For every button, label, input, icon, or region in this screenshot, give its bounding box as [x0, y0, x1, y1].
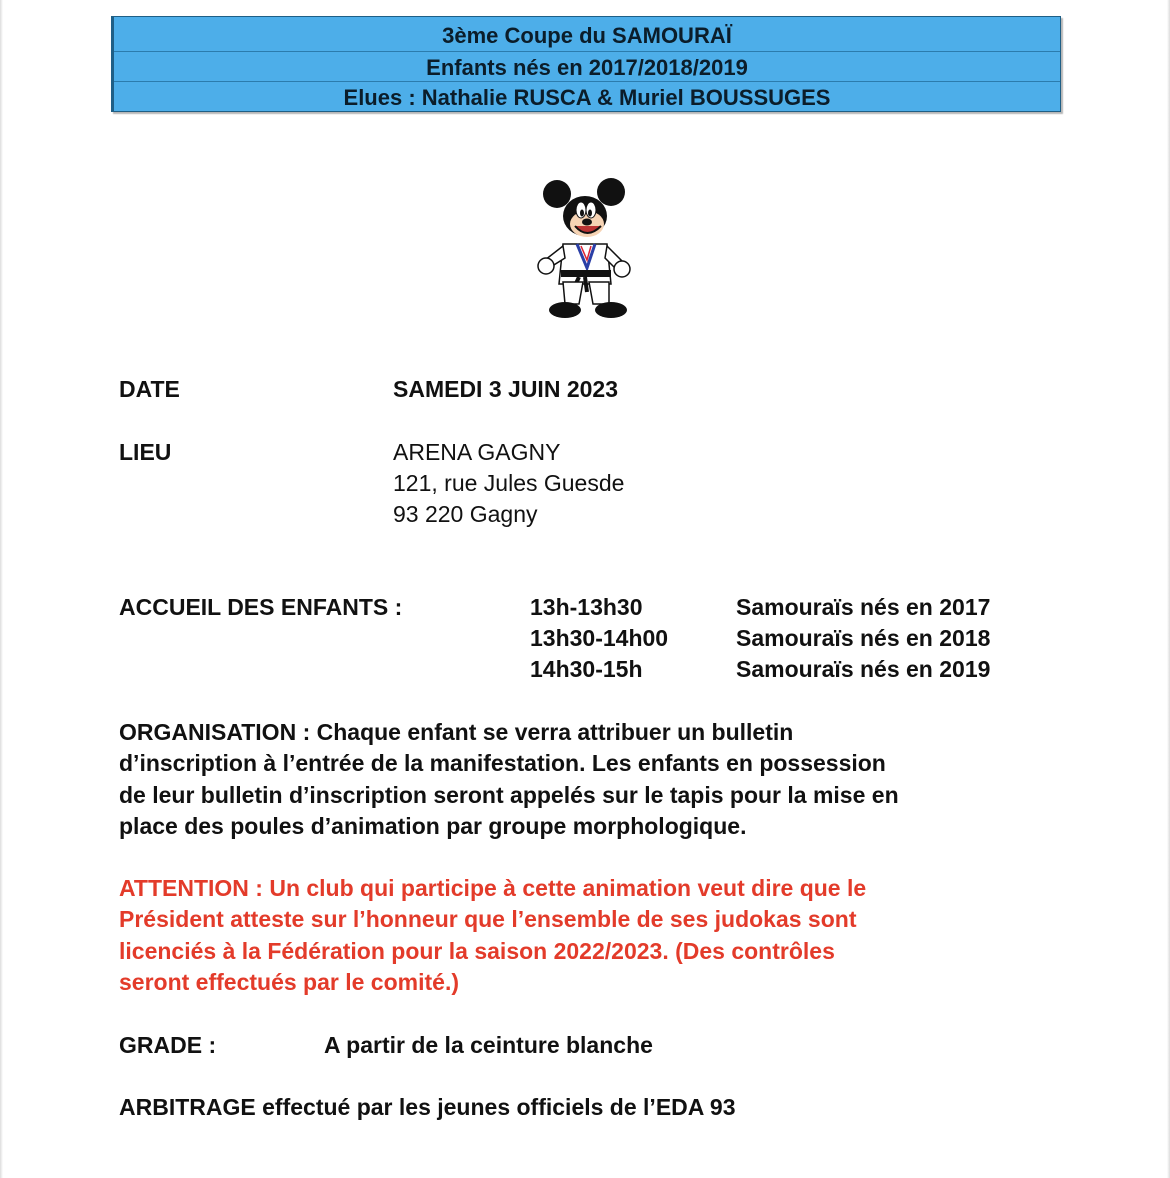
arbitrage-line: [119, 1092, 736, 1123]
grade-label: GRADE :: [119, 1032, 217, 1058]
banner-elected-officials: Elues : Nathalie RUSCA & Muriel BOUSSUGES: [114, 81, 1060, 112]
date-label: DATE: [119, 376, 180, 402]
banner-subtitle: Enfants nés en 2017/2018/2019: [114, 51, 1060, 82]
attention-paragraph: ATTENTION : Un club qui participe à cette animation veut dire que le Président atteste sur l’honneur que l’ensemble de ses judokas sont licenciés à la Fédération pour la saison 2022/2023. (Des contrôles seront effectués par le comité.): [119, 875, 867, 995]
date-value: SAMEDI 3 JUIN 2023: [393, 376, 618, 402]
schedule-time: 14h30-15h: [530, 656, 643, 682]
schedule-time: 13h-13h30: [530, 594, 643, 620]
venue-name: ARENA GAGNY: [393, 439, 561, 465]
lieu-label: LIEU: [119, 439, 172, 465]
schedule-time: 13h30-14h00: [530, 625, 669, 651]
arbitrage-text: effectué par les jeunes officiels de l’EDA 93: [262, 1094, 736, 1120]
schedule-group: Samouraïs nés en 2017: [736, 594, 991, 620]
page-edge-left: [0, 0, 3, 1178]
schedule-group: Samouraïs nés en 2019: [736, 656, 991, 682]
title-banner: [111, 16, 1061, 112]
venue-street: 121, rue Jules Guesde: [393, 470, 625, 496]
schedule-group: Samouraïs nés en 2018: [736, 625, 991, 651]
mickey-judoka-icon: [535, 176, 635, 322]
arbitrage-label: ARBITRAGE: [119, 1094, 256, 1120]
organisation-paragraph: ORGANISATION : Chaque enfant se verra attribuer un bulletin d’inscription à l’entrée de la manifestation. Les enfants en possession de leur bulletin d’inscription seront appelés sur le tapis pour la mise en place des poules d’animation par groupe morphologique.: [119, 719, 899, 839]
banner-title: 3ème Coupe du SAMOURAÏ: [442, 23, 732, 48]
venue-city: 93 220 Gagny: [393, 501, 538, 527]
accueil-label: ACCUEIL DES ENFANTS :: [119, 594, 403, 620]
grade-value: A partir de la ceinture blanche: [324, 1032, 653, 1058]
